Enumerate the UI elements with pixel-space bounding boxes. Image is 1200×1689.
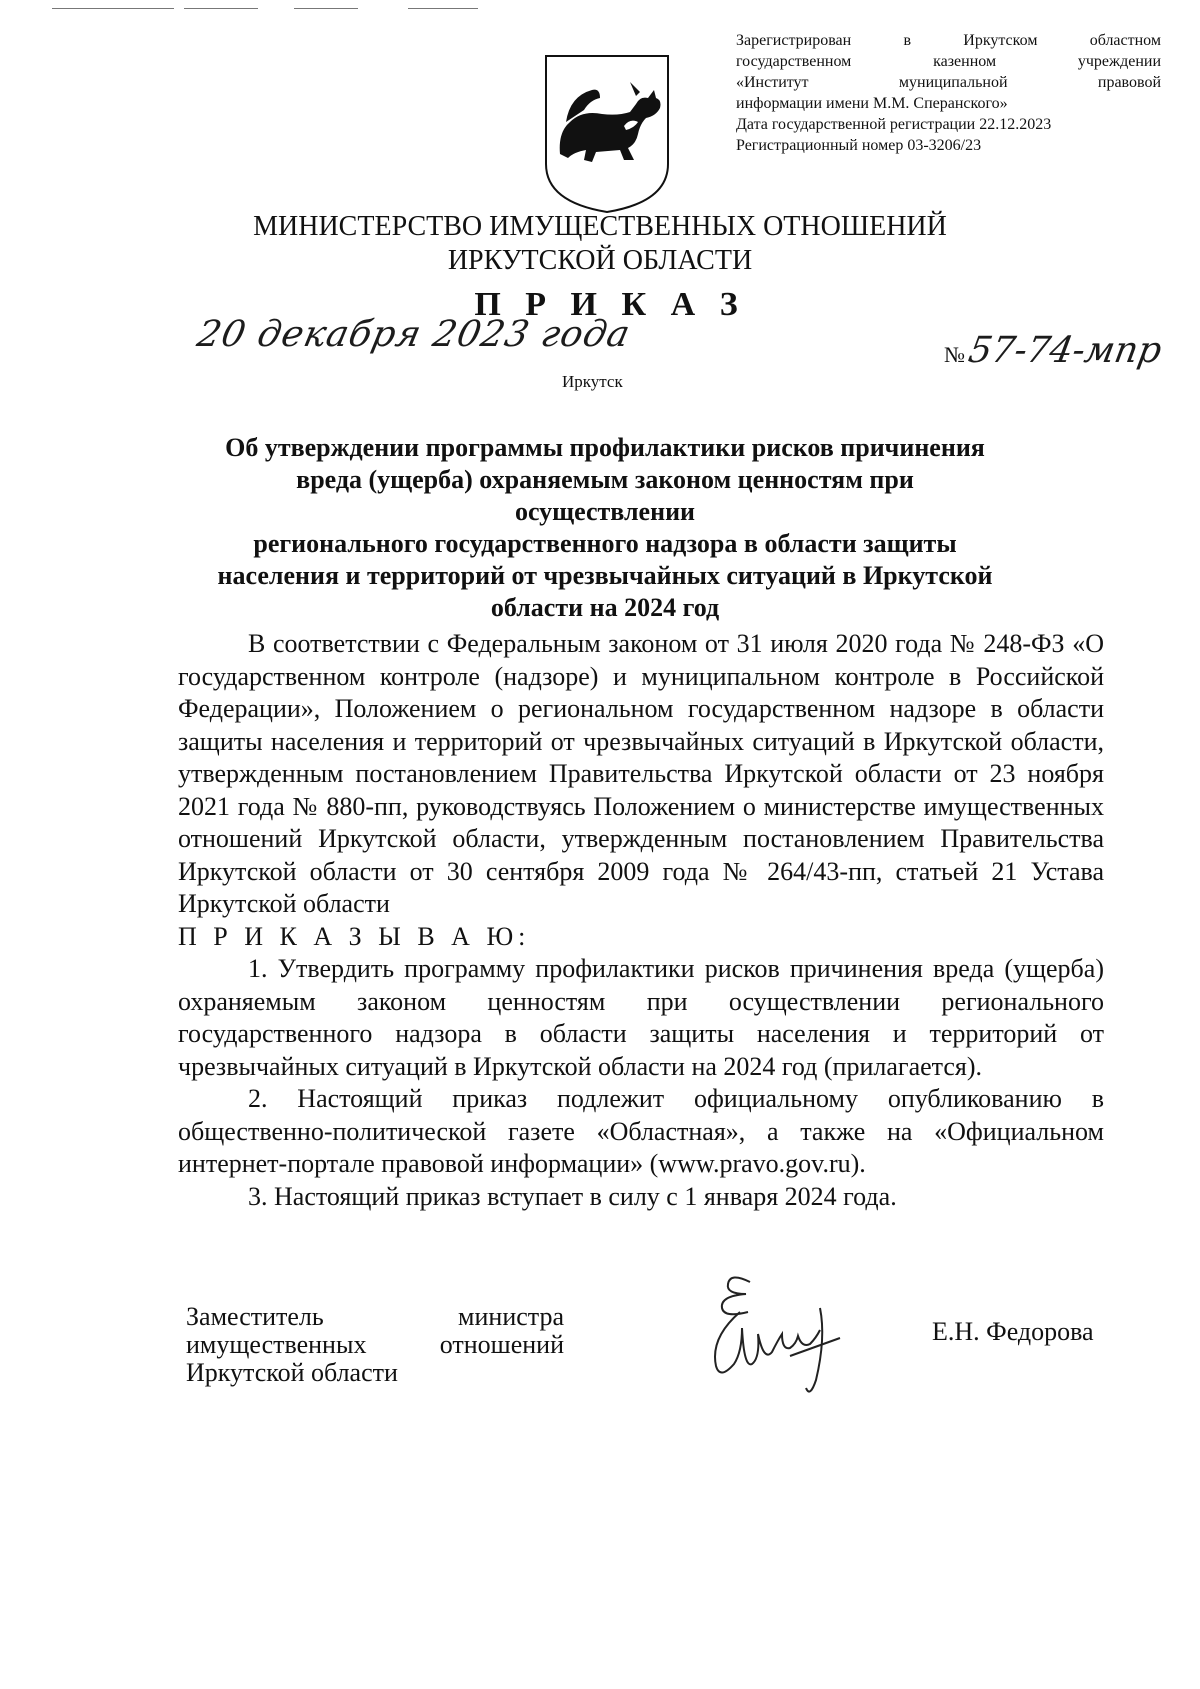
registration-date: Дата государственной регистрации 22.12.2023 (736, 116, 1052, 133)
registration-stamp (736, 30, 1161, 156)
number-sign: № (944, 342, 965, 367)
handwritten-signature (690, 1268, 860, 1408)
handwritten-order-number: 57-74-мпр (965, 330, 1165, 371)
preamble-paragraph: В соответствии с Федеральным законом от 31 июля 2020 года № 248-ФЗ «О государственном контроле (надзоре) и муниципальном контроле в Российской Федерации», Положением о региональном государственном надзоре в области защиты населения и территорий от чрезвычайных ситуаций в Иркутской области, утвержденным постановлением Правительства Иркутской области от 23 ноября 2021 года № 880-пп, руководствуясь Положением о министерстве имущественных отношений Иркутской области, утвержденным постановлением Правительства Иркутской области от 30 сентября 2009 года № 264/43-пп, статьей 21 Устава Иркутской области (178, 629, 1104, 918)
registration-line: информации имени М.М. Сперанского» (736, 95, 1008, 112)
heading-line: вреда (ущерба) охраняемым законом ценностям при осуществлении (296, 465, 914, 526)
document-heading (210, 432, 1000, 624)
ministry-name-line: ИРКУТСКОЙ ОБЛАСТИ (447, 245, 753, 276)
decree-word: П Р И К А З Ы В А Ю: (178, 921, 531, 951)
heading-line: населения и территорий от чрезвычайных ситуаций в Иркутской (217, 561, 993, 590)
order-item-1: 1. Утвердить программу профилактики рисков причинения вреда (ущерба) охраняемым законом ценностям при осуществлении регионального государственного надзора в области защиты населения и территорий от чрезвычайных ситуаций в Иркутской области на 2024 год (прилагается). (178, 954, 1104, 1081)
heading-line: Об утверждении программы профилактики рисков причинения (225, 433, 985, 462)
scan-edge-line (294, 8, 358, 9)
document-body (178, 628, 1104, 1213)
handwritten-date: 20 декабря 2023 года (193, 314, 635, 355)
registration-line: Зарегистрирован в Иркутском областном (736, 32, 1161, 49)
heading-line: области на 2024 год (490, 593, 720, 622)
scan-edge-line (408, 8, 478, 9)
scan-edge-line (52, 8, 174, 9)
ministry-name (200, 210, 1000, 278)
heading-line: регионального государственного надзора в области защиты (253, 529, 957, 558)
signatory-title-line: Заместитель министра (186, 1302, 564, 1331)
signatory-title (186, 1303, 564, 1387)
order-item-2: 2. Настоящий приказ подлежит официальному опубликованию в общественно-политической газете «Областная», а также на «Официальном интернет-портале правовой информации» (www.pravo.gov.ru). (178, 1084, 1104, 1178)
irkutsk-coat-of-arms-icon (540, 52, 674, 214)
scan-edge-line (184, 8, 258, 9)
order-title: П Р И К А З (474, 286, 746, 323)
order-number (944, 330, 1165, 371)
registration-line: «Институт муниципальной правовой (736, 74, 1161, 91)
signatory-title-line: имущественных отношений (186, 1330, 564, 1359)
order-item-3: 3. Настоящий приказ вступает в силу с 1 января 2024 года. (248, 1181, 897, 1211)
ministry-name-line: МИНИСТЕРСТВО ИМУЩЕСТВЕННЫХ ОТНОШЕНИЙ (253, 211, 947, 242)
registration-number: Регистрационный номер 03-3206/23 (736, 137, 982, 154)
signer-name: Е.Н. Федорова (932, 1317, 1094, 1346)
signatory-title-line: Иркутской области (186, 1358, 398, 1387)
registration-line: государственном казенном учреждении (736, 53, 1161, 70)
city-label: Иркутск (562, 372, 623, 391)
